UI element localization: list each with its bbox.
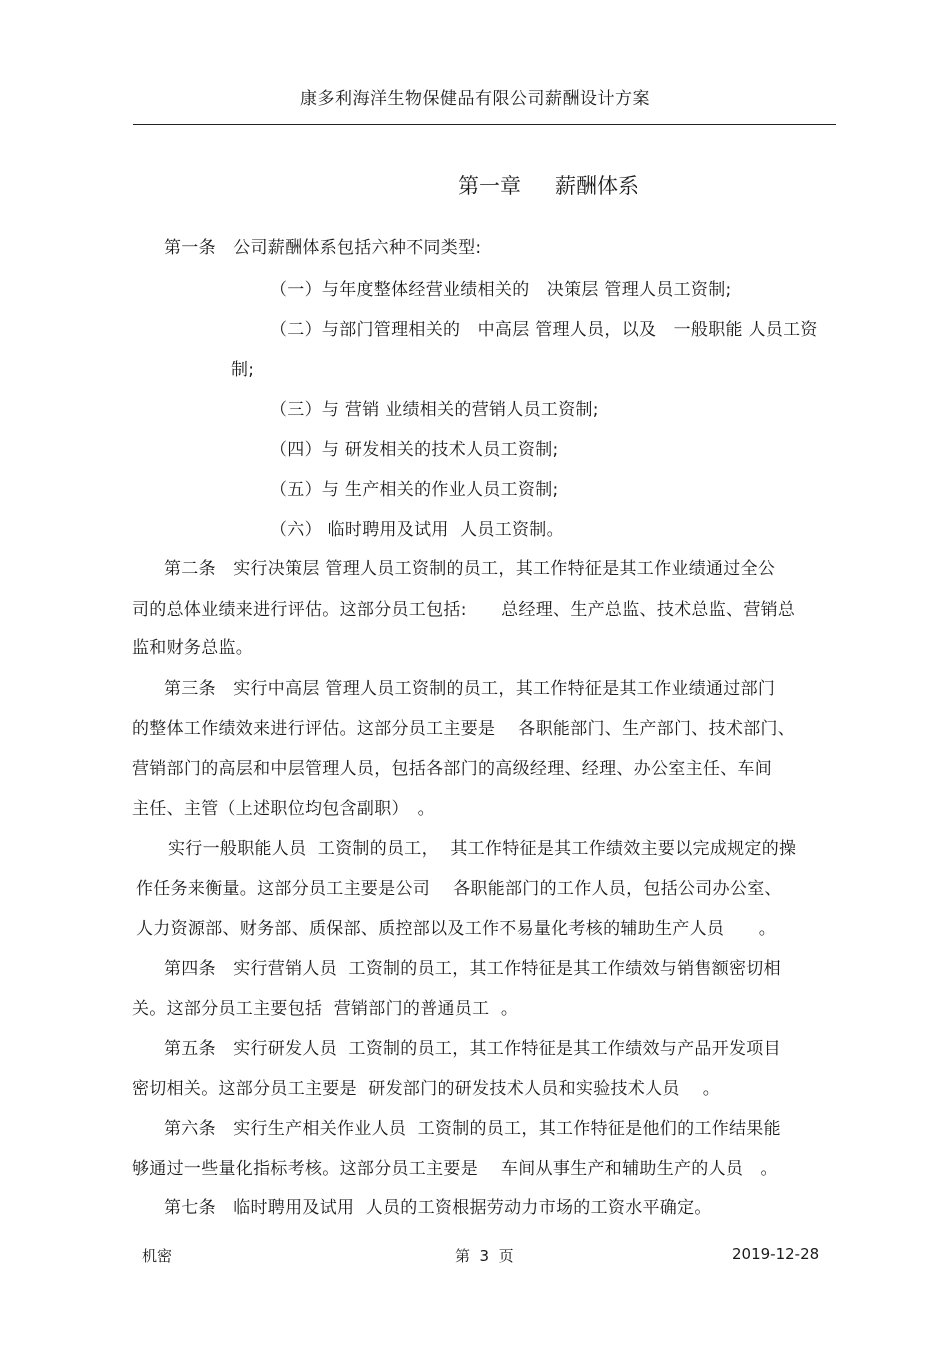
footer-date: 2019-12-28 — [732, 1245, 820, 1263]
article-3-line-1: 第三条 实行中高层 管理人员工资制的员工，其工作特征是其工作业绩通过部门 — [164, 679, 776, 699]
list-item-2: （二）与部门管理相关的 中高层 管理人员，以及 一般职能 人员工资 — [270, 320, 818, 340]
article-1-line: 第一条 公司薪酬体系包括六种不同类型: — [164, 238, 482, 258]
footer-confidential: 机密 — [142, 1247, 173, 1265]
article-3-line-4: 主任、主管（上述职位均包含副职） 。 — [132, 799, 435, 819]
article-7-line: 第七条 临时聘用及试用 人员的工资根据劳动力市场的工资水平确定。 — [164, 1198, 712, 1218]
list-item-6: （六） 临时聘用及试用 人员工资制。 — [270, 520, 564, 540]
article-3-line-2: 的整体工作绩效来进行评估。这部分员工主要是 各职能部门、生产部门、技术部门、 — [132, 719, 796, 739]
article-6-line-1: 第六条 实行生产相关作业人员 工资制的员工，其工作特征是他们的工作结果能 — [164, 1119, 781, 1139]
general-staff-line-1: 实行一般职能人员 工资制的员工， 其工作特征是其工作绩效主要以完成规定的操 — [168, 839, 797, 859]
article-2-line-3: 监和财务总监。 — [132, 638, 254, 658]
article-2-line-2: 司的总体业绩来进行评估。这部分员工包括: 总经理、生产总监、技术总监、营销总 — [132, 600, 796, 620]
list-item-4: （四）与 研发相关的技术人员工资制; — [270, 440, 559, 460]
header-divider — [133, 124, 836, 125]
article-2-line-1: 第二条 实行决策层 管理人员工资制的员工，其工作特征是其工作业绩通过全公 — [164, 559, 776, 579]
list-item-3: （三）与 营销 业绩相关的营销人员工资制; — [270, 400, 599, 420]
article-5-line-1: 第五条 实行研发人员 工资制的员工，其工作特征是其工作绩效与产品开发项目 — [164, 1039, 781, 1059]
article-5-line-2: 密切相关。这部分员工主要是 研发部门的研发技术人员和实验技术人员 。 — [132, 1079, 721, 1099]
article-4-line-1: 第四条 实行营销人员 工资制的员工，其工作特征是其工作绩效与销售额密切相 — [164, 959, 781, 979]
general-staff-line-2: 作任务来衡量。这部分员工主要是公司 各职能部门的工作人员，包括公司办公室、 — [136, 879, 782, 899]
chapter-heading — [458, 170, 639, 200]
article-6-line-2: 够通过一些量化指标考核。这部分员工主要是 车间从事生产和辅助生产的人员 。 — [132, 1159, 778, 1179]
page-header-title: 康多利海洋生物保健品有限公司薪酬设计方案 — [300, 89, 650, 109]
chapter-title: 薪酬体系 — [555, 174, 639, 198]
article-3-line-3: 营销部门的高层和中层管理人员，包括各部门的高级经理、经理、办公室主任、车间 — [132, 759, 773, 779]
general-staff-line-3: 人力资源部、财务部、质保部、质控部以及工作不易量化考核的辅助生产人员 。 — [136, 919, 777, 939]
chapter-number: 第一章 — [458, 174, 521, 198]
footer-page-number: 第 3 页 — [455, 1247, 514, 1265]
article-4-line-2: 关。这部分员工主要包括 营销部门的普通员工 。 — [132, 999, 519, 1019]
list-item-5: （五）与 生产相关的作业人员工资制; — [270, 480, 559, 500]
list-item-2-continued: 制; — [231, 360, 255, 380]
list-item-1: （一）与年度整体经营业绩相关的 决策层 管理人员工资制; — [270, 280, 732, 300]
